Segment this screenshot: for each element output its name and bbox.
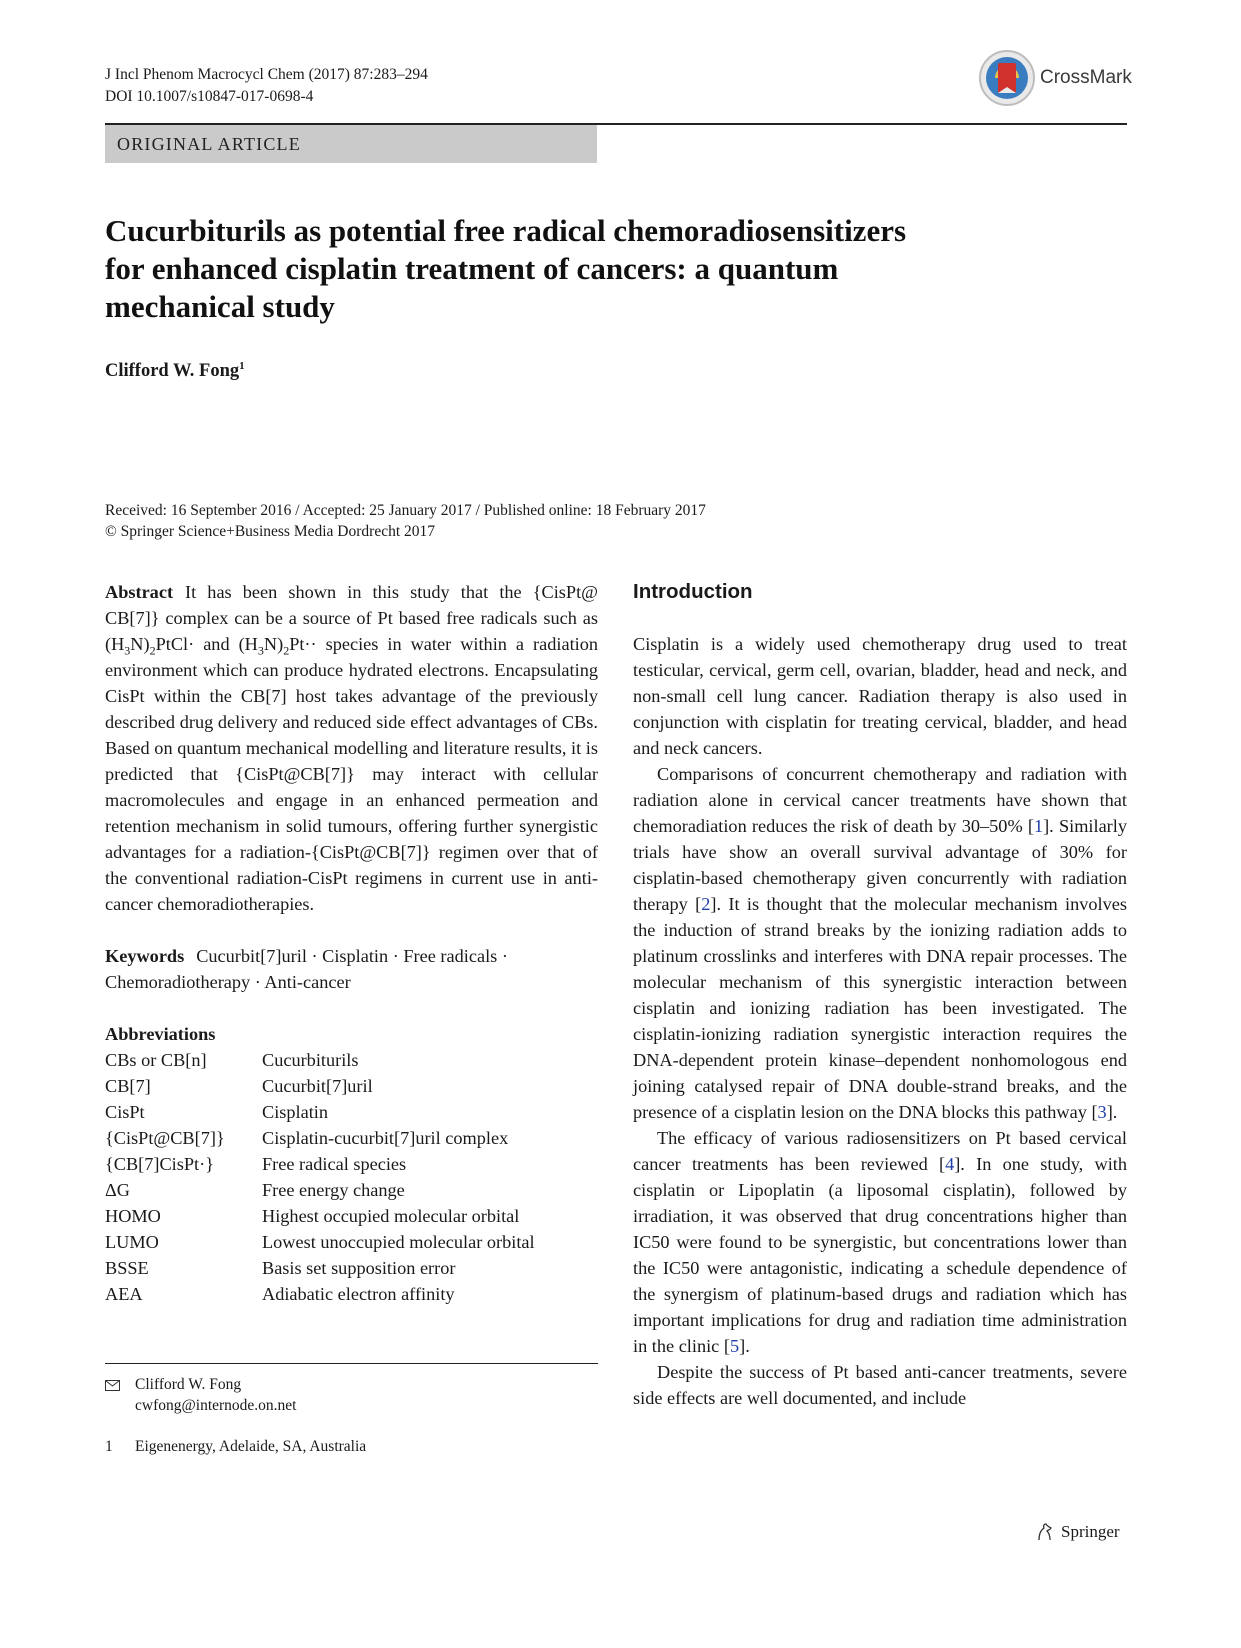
paragraph-text: ]. It is thought that the molecular mechanism involves the induction of strand breaks by the ionizing radiation adds to platinum crosslinks and interferes with DNA repair processes. The molecular mechanism of this synergistic interaction between cisplatin and ionizing radiation has been investigated. The cisplatin-ionizing radiation synergistic interaction requires the DNA-dependent protein kinase–dependent nonhomologous end joining catalysed repair of DNA double-strand breaks, and the presence of a cisplatin lesion on the DNA blocks this pathway [ [633,894,1127,1122]
citation-link[interactable]: 3 [1097,1102,1107,1122]
doi-line: DOI 10.1007/s10847-017-0698-4 [105,88,314,105]
keywords [105,943,598,995]
abbreviation-term: ΔG [105,1180,130,1200]
intro-paragraph [633,1125,1127,1359]
title-line: for enhanced cisplatin treatment of cancers: a quantum [105,251,839,286]
abbreviation-term: HOMO [105,1206,161,1226]
abbreviation-term: {CisPt@CB[7]} [105,1128,225,1148]
abbreviation-row [105,1047,598,1073]
abstract-text: It has been shown in this study that the {CisPt@ CB[7]} complex can be a source of Pt based free radicals such as (H [105,582,598,654]
abbreviation-row [105,1177,598,1203]
paragraph-text: The efficacy of various radiosensitizers on Pt based cervical cancer treatments has been reviewed [ [633,1128,1127,1174]
abbreviation-row [105,1203,598,1229]
abstract [105,579,598,917]
paragraph-text: ]. [1106,1102,1118,1122]
footnote-rule [105,1363,598,1364]
abstract-label: Abstract [105,582,174,602]
introduction-heading: Introduction [633,580,753,603]
intro-paragraph [633,761,1127,1125]
abbreviations-heading: Abbreviations [105,1024,216,1044]
abstract-text: Pt·· species in water within a radiation environment which can produce hydrated electrons. Encapsulating CisPt within the CB[7] host takes advantage of the previously described drug delivery and reduced side effect advantages of CBs. Based on quantum mechanical modelling and literature results, it is predicted that {CisPt@CB[7]} may interact with cellular macromolecules and engage in an enhanced permeation and retention mechanism in solid tumours, offering further synergistic advantages for a radiation-{CisPt@CB[7]} regimen over that of the conventional radiation-CisPt regimens in current use in anti-cancer chemoradiotherapies. [105,634,599,914]
citation-link[interactable]: 2 [701,894,711,914]
contact-footnote [105,1374,598,1416]
history-line: Received: 16 September 2016 / Accepted: 25 January 2017 / Published online: 18 February 2017 [105,502,706,519]
abbreviation-term: AEA [105,1284,143,1304]
affiliation-mark: 1 [105,1438,113,1455]
abbreviation-term: CB[7] [105,1076,151,1096]
journal-line: J Incl Phenom Macrocycl Chem (2017) 87:283–294 [105,66,428,83]
abbreviation-definition: Cucurbiturils [262,1050,359,1070]
publication-dates [105,500,706,542]
author[interactable] [105,360,245,382]
citation-link[interactable]: 1 [1033,816,1044,836]
author-name: Clifford W. Fong [105,361,240,382]
contact-email[interactable]: cwfong@internode.on.net [135,1397,297,1414]
author-affiliation-mark: 1 [239,360,245,372]
abbreviation-row [105,1229,598,1255]
subscript: 2 [283,643,290,658]
paragraph-text: ]. [739,1336,750,1356]
crossmark-icon [978,49,1036,107]
contact-name: Clifford W. Fong [135,1376,242,1393]
abbreviation-definition: Highest occupied molecular orbital [262,1206,520,1226]
title-line: Cucurbiturils as potential free radical chemoradiosensitizers [105,213,907,248]
right-column [633,579,1127,1411]
abbreviation-term: {CB[7]CisPt·} [105,1154,214,1174]
keywords-label: Keywords [105,946,185,966]
envelope-icon [105,1374,135,1416]
abbreviation-term: LUMO [105,1232,159,1252]
springer-horse-icon [1035,1522,1055,1542]
abbreviations-list [105,1047,598,1307]
abbreviation-definition: Cisplatin-cucurbit[7]uril complex [262,1128,509,1148]
abbreviation-row [105,1099,598,1125]
paragraph-text: ]. Similarly trials have show an overall survival advantage of 30% for cisplatin-based chemotherapy given concurrently with radiation therapy [ [633,816,1127,914]
abbreviation-row [105,1255,598,1281]
crossmark-badge[interactable] [978,47,1133,109]
subscript: 3 [257,643,264,658]
abbreviation-row [105,1281,598,1307]
intro-paragraph: Cisplatin is a widely used chemotherapy drug used to treat testicular, cervical, germ cell, ovarian, bladder, head and neck, and non-small cell lung cancer. Radiation therapy is also used in conjunction with cisplatin for treating cervical, bladder, and head and neck cancers. [633,634,1127,758]
abbreviation-row [105,1151,598,1177]
publisher-mark [1035,1522,1120,1542]
abbreviation-row [105,1125,598,1151]
abbreviation-definition: Free energy change [262,1180,405,1200]
left-column [105,579,598,1457]
abbreviation-definition: Adiabatic electron affinity [262,1284,455,1304]
paragraph-text: Comparisons of concurrent chemotherapy and radiation with radiation alone in cervical cancer treatments have shown that chemoradiation reduces the risk of death by 30–50% [ [633,764,1127,836]
affiliation-text: Eigenenergy, Adelaide, SA, Australia [135,1438,367,1455]
copyright-line: © Springer Science+Business Media Dordrecht 2017 [105,523,436,540]
citation-link[interactable]: 5 [729,1336,740,1356]
paragraph-text: ]. In one study, with cisplatin or Lipoplatin (a liposomal cisplatin), followed by irradiation, it was observed that drug concentrations higher than IC50 were found to be synergistic, but concentrations lower than the IC50 were antagonistic, indicating a schedule dependence of the synergism of platinum-based drugs and radiation which has important implications for drug and radiation time administration in the clinic [ [633,1154,1128,1356]
abbreviation-definition: Free radical species [262,1154,407,1174]
abbreviation-definition: Basis set supposition error [262,1258,456,1278]
keywords-text: Cucurbit[7]uril · Cisplatin · Free radicals · Chemoradiotherapy · Anti-cancer [105,946,508,992]
abbreviation-row [105,1073,598,1099]
abbreviation-term: CisPt [105,1102,145,1122]
title-line: mechanical study [105,289,335,324]
publisher-label: Springer [1061,1522,1120,1541]
subscript: 3 [124,643,131,658]
abbreviation-definition: Lowest unoccupied molecular orbital [262,1232,535,1252]
abbreviation-term: CBs or CB[n] [105,1050,207,1070]
journal-citation [105,64,428,108]
affiliation-footnote [105,1436,598,1457]
abstract-text: PtCl· and (H [155,634,258,654]
crossmark-label: CrossMark [1040,67,1132,88]
abstract-text: N) [263,634,284,654]
intro-paragraph: Despite the success of Pt based anti-cancer treatments, severe side effects are well documented, and include [633,1362,1127,1408]
abbreviation-term: BSSE [105,1258,149,1278]
subscript: 2 [149,643,156,658]
abstract-text: N) [130,634,150,654]
citation-link[interactable]: 4 [945,1154,955,1174]
abbreviation-definition: Cisplatin [262,1102,329,1122]
article-type-banner: ORIGINAL ARTICLE [105,125,597,163]
article-title [105,212,1005,326]
abbreviation-definition: Cucurbit[7]uril [262,1076,373,1096]
